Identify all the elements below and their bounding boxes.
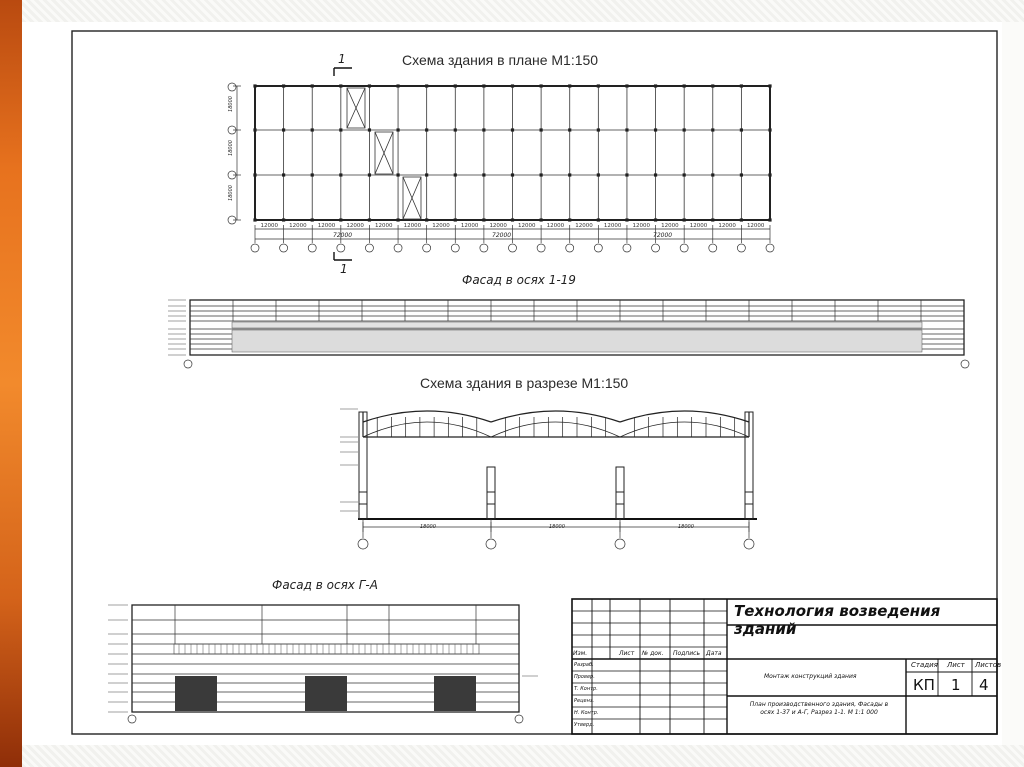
section-axis-bubble	[486, 539, 496, 549]
plan-column	[711, 218, 714, 221]
section-span-1: 18000	[420, 524, 436, 530]
plan-column	[482, 173, 485, 176]
section-caption: Схема здания в разрезе М1:150	[420, 375, 629, 391]
plan-column	[253, 173, 256, 176]
tb-role-1: Разраб.	[574, 662, 594, 668]
plan-span-label: 12000	[718, 223, 736, 229]
plan-span-label: 12000	[346, 223, 364, 229]
section-mark-bottom: 1	[340, 262, 348, 276]
plan-total-label-left: 72000	[333, 232, 353, 239]
plan-span-label: 12000	[403, 223, 422, 229]
plan-total-label: 72000	[492, 232, 512, 239]
plan-column	[568, 84, 571, 87]
plan-axis-bubble	[509, 244, 517, 252]
plan-column	[454, 84, 457, 87]
plan-column	[768, 173, 771, 176]
plan-axis-bubble	[566, 244, 574, 252]
plan-column	[654, 218, 657, 221]
section-mark-top: 1	[338, 52, 346, 66]
facade-1-19-title: Фасад в осях 1-19	[462, 273, 576, 287]
tb-stage-value: КП	[913, 676, 935, 694]
tb-header-doc: № док.	[642, 650, 664, 657]
plan-axis-bubble	[308, 244, 316, 252]
plan-axis-bubble	[709, 244, 717, 252]
plan-column	[396, 84, 399, 87]
facade-1-19-level-marks	[168, 300, 186, 355]
plan-span-label: 12000	[689, 223, 708, 229]
facade-1-19-glazing-lower	[232, 330, 922, 352]
plan-column	[368, 218, 371, 221]
gate-left	[175, 676, 217, 711]
section-axis-bubble	[615, 539, 625, 549]
plan-span-label: 12000	[260, 223, 279, 229]
plan-axis-bubble	[280, 244, 288, 252]
tb-sheet-value: 1	[951, 676, 961, 694]
plan-column	[540, 128, 543, 131]
plan-column	[654, 173, 657, 176]
facade-1-19	[168, 300, 969, 368]
plan-column	[339, 218, 342, 221]
plan-column	[711, 173, 714, 176]
truss-arch	[363, 422, 491, 437]
plan-column	[768, 218, 771, 221]
plan-span-label: 12000	[746, 223, 765, 229]
plan-axis-bubble	[251, 244, 259, 252]
plan-column	[511, 218, 514, 221]
tb-stage-header: Стадия	[911, 661, 938, 669]
tb-header-date: Дата	[706, 650, 722, 657]
plan-column	[768, 84, 771, 87]
plan-row-dim-3: 18000	[227, 185, 234, 201]
plan-axis-bubble	[766, 244, 774, 252]
plan-caption: Схема здания в плане М1:150	[402, 52, 599, 68]
plan-column	[540, 173, 543, 176]
plan-span-label: 12000	[460, 223, 479, 229]
plan-span-label: 12000	[632, 223, 650, 229]
plan-column	[568, 128, 571, 131]
facade-axis-19	[961, 360, 969, 368]
gate-middle	[305, 676, 347, 711]
plan-axis-bubble	[451, 244, 459, 252]
plan-column	[425, 128, 428, 131]
truss-top-chord	[620, 411, 749, 422]
tb-header-sign: Подпись	[673, 650, 700, 657]
tb-role-5: Н. Контр.	[574, 710, 599, 716]
plan-column	[540, 84, 543, 87]
section-axis-bubble	[358, 539, 368, 549]
plan-column	[740, 128, 743, 131]
plan-column	[768, 128, 771, 131]
plan-column	[740, 218, 743, 221]
plan-column	[311, 173, 314, 176]
plan-column	[368, 173, 371, 176]
truss-arch	[491, 422, 620, 437]
plan-span-label: 12000	[546, 223, 565, 229]
plan-axis-bubble	[537, 244, 545, 252]
plan-axis-bubble	[394, 244, 402, 252]
plan-column	[597, 173, 600, 176]
plan-column	[454, 128, 457, 131]
plan-column	[511, 84, 514, 87]
section-level-marks	[340, 409, 358, 511]
plan-column	[368, 84, 371, 87]
plan-column	[568, 218, 571, 221]
tb-role-4: Реценз.	[574, 698, 595, 704]
tb-drawing-name: План производственного здания, Фасады в осях 1-37 и А-Г, Разрез 1-1. М 1:1 000	[749, 701, 889, 716]
plan-bracing	[347, 88, 421, 219]
plan-axis-bubble	[480, 244, 488, 252]
top-texture-strip	[22, 0, 1024, 22]
plan-grid	[255, 86, 770, 220]
plan-span-label: 12000	[603, 223, 622, 229]
facade-axis-1	[184, 360, 192, 368]
plan-axis-bubble	[737, 244, 745, 252]
plan-column	[311, 218, 314, 221]
plan-column	[683, 128, 686, 131]
plan-span-label: 12000	[575, 223, 593, 229]
truss-top-chord	[491, 411, 620, 422]
tb-sheet-header: Лист	[947, 661, 965, 669]
plan-axis-bubble	[680, 244, 688, 252]
plan-column	[711, 84, 714, 87]
plan-column	[597, 84, 600, 87]
plan-column	[454, 173, 457, 176]
plan-column	[311, 84, 314, 87]
truss-arch	[620, 422, 749, 437]
facade-1-19-glazing-upper	[232, 322, 922, 328]
plan-axis-bubble	[652, 244, 660, 252]
section-column	[487, 467, 495, 519]
plan-column	[568, 173, 571, 176]
plan-axis-bubble	[365, 244, 373, 252]
plan-column	[396, 218, 399, 221]
plan-column	[425, 84, 428, 87]
plan-span-label: 12000	[432, 223, 450, 229]
plan-column	[311, 128, 314, 131]
plan-column	[683, 173, 686, 176]
plan-column	[425, 173, 428, 176]
plan-axis-bubble	[594, 244, 602, 252]
plan-axis-bubble	[623, 244, 631, 252]
plan-column	[711, 128, 714, 131]
plan-span-label: 12000	[489, 223, 507, 229]
facade-g-a-title: Фасад в осях Г-А	[272, 578, 378, 592]
plan-column	[625, 84, 628, 87]
section-axis-bubble	[744, 539, 754, 549]
plan-column	[253, 128, 256, 131]
plan-total-label-right: 72000	[653, 232, 673, 239]
section-roof-trusses	[363, 411, 749, 437]
section-column	[616, 467, 624, 519]
tb-role-3: Т. Контр.	[574, 686, 598, 692]
plan-column	[368, 128, 371, 131]
plan-column	[253, 218, 256, 221]
plan-column	[597, 128, 600, 131]
tb-header-list: Лист	[619, 650, 635, 657]
section-columns	[359, 412, 753, 519]
plan-column	[511, 128, 514, 131]
tb-work-title: Монтаж конструкций здания	[764, 673, 857, 680]
plan-column	[540, 218, 543, 221]
plan-column	[339, 128, 342, 131]
plan-column	[740, 173, 743, 176]
plan-column	[282, 173, 285, 176]
plan-column	[339, 173, 342, 176]
plan-span-label: 12000	[317, 223, 336, 229]
plan-column	[282, 218, 285, 221]
tb-sheets-value: 4	[979, 676, 989, 694]
plan-row-dim-1: 18000	[227, 96, 234, 112]
plan-column	[683, 218, 686, 221]
tb-sheets-header: Листов	[975, 661, 1002, 669]
gate-right	[434, 676, 476, 711]
plan-column	[654, 128, 657, 131]
plan-axis-bubble	[337, 244, 345, 252]
facade-axis-g	[128, 715, 136, 723]
plan-column	[425, 218, 428, 221]
plan-column	[740, 84, 743, 87]
plan-span-label: 12000	[289, 223, 307, 229]
plan-column	[654, 84, 657, 87]
title-block-project-title: Технология возведения зданий	[734, 602, 941, 638]
plan-column	[454, 218, 457, 221]
plan-span-label: 12000	[661, 223, 679, 229]
plan-span-label: 12000	[518, 223, 536, 229]
plan-column	[625, 218, 628, 221]
plan-column	[396, 128, 399, 131]
facade-g-a-glazing	[174, 644, 479, 654]
plan-row-dim-2: 18000	[227, 140, 234, 156]
plan-column	[253, 84, 256, 87]
section-span-2: 18000	[549, 524, 565, 530]
plan-column	[597, 218, 600, 221]
facade-g-a-glazing-mullions	[179, 644, 473, 654]
tb-role-6: Утверд.	[574, 722, 595, 728]
tb-header-izm: Изм.	[573, 650, 588, 657]
plan-span-label: 12000	[375, 223, 393, 229]
plan-column	[482, 84, 485, 87]
plan-column	[282, 128, 285, 131]
bottom-texture-strip	[22, 745, 1024, 767]
plan-column	[339, 84, 342, 87]
plan-column	[625, 128, 628, 131]
facade-g-a	[108, 605, 538, 723]
truss-top-chord	[363, 411, 491, 422]
plan-column	[482, 128, 485, 131]
section-span-3: 18000	[678, 524, 694, 530]
tb-role-2: Провер.	[574, 674, 595, 680]
plan-column	[511, 173, 514, 176]
side-accent-bar	[0, 0, 22, 767]
plan-column	[683, 84, 686, 87]
plan-axis-bubble	[423, 244, 431, 252]
drawing-sheet	[22, 22, 1002, 745]
plan-column	[482, 218, 485, 221]
plan-column	[625, 173, 628, 176]
plan-column	[282, 84, 285, 87]
facade-axis-a	[515, 715, 523, 723]
plan-column	[396, 173, 399, 176]
